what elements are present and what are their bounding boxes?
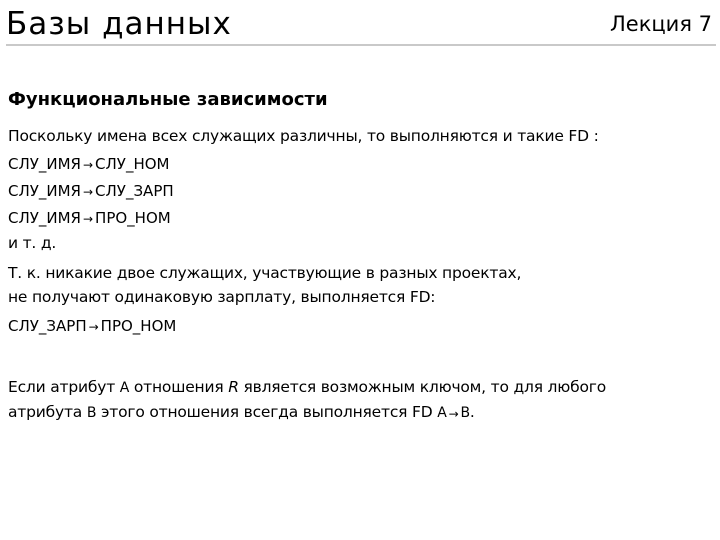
fd-item	[8, 207, 171, 229]
fd-left: СЛУ_ЗАРП	[8, 317, 87, 335]
paragraph-2-line-2: не получают одинаковую зарплату, выполняется FD:	[8, 288, 436, 306]
relation-r: R	[228, 378, 239, 396]
paragraph-2-line-1: Т. к. никакие двое служащих, участвующие в разных проектах,	[8, 264, 522, 282]
fd-right: ПРО_НОМ	[100, 317, 177, 335]
text-run: этого отношения всегда выполняется FD	[96, 403, 438, 421]
fd-item	[8, 180, 174, 202]
fd-item	[8, 153, 169, 175]
fd-right: ПРО_НОМ	[95, 209, 171, 227]
fd-right: СЛУ_НОМ	[95, 155, 170, 173]
attribute-a: A	[119, 380, 130, 396]
fd-left: СЛУ_ИМЯ	[8, 209, 81, 227]
intro-text: Поскольку имена всех служащих различны, то выполняются и такие FD :	[8, 127, 599, 145]
fd-item-2	[8, 315, 176, 337]
fd-attr-a: A	[437, 405, 447, 421]
header-divider	[6, 44, 716, 46]
arrow-icon: →	[82, 158, 94, 172]
text-run: отношения	[129, 378, 229, 396]
text-run: Если атрибут	[8, 378, 120, 396]
paragraph-3-line-2	[8, 401, 475, 424]
section-heading: Функциональные зависимости	[8, 89, 328, 110]
paragraph-3-line-1	[8, 376, 606, 399]
attribute-b: B	[86, 405, 97, 421]
arrow-icon: →	[82, 185, 94, 199]
fd-right: СЛУ_ЗАРП	[95, 182, 174, 200]
text-run: .	[469, 403, 475, 421]
course-title: Базы данных	[6, 6, 232, 42]
text-run: является возможным ключом, то для любого	[238, 378, 606, 396]
arrow-icon: →	[88, 320, 99, 334]
arrow-icon: →	[82, 212, 94, 226]
fd-left: СЛУ_ИМЯ	[8, 155, 81, 173]
fd-attr-b: B	[460, 405, 470, 421]
text-run: атрибута	[8, 403, 87, 421]
lecture-number: Лекция 7	[609, 12, 712, 36]
fd-left: СЛУ_ИМЯ	[8, 182, 81, 200]
arrow-icon: →	[448, 407, 459, 421]
etc-text: и т. д.	[8, 234, 57, 252]
